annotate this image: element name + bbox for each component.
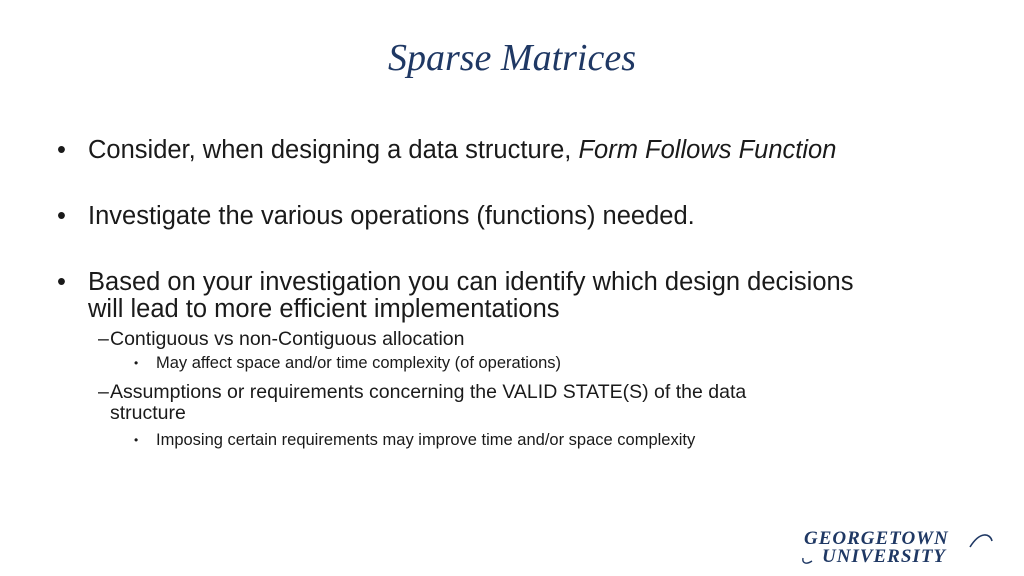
bullet-text: Consider, when designing a data structure, Form Follows Function: [88, 136, 837, 164]
subbullet-line-2: structure: [110, 402, 186, 424]
bullet-dot: •: [57, 202, 66, 230]
georgetown-university-logo: [800, 527, 996, 567]
bullet-dot: •: [57, 268, 66, 296]
bullet-text: [88, 269, 968, 323]
subsubbullet-dot: •: [134, 356, 139, 370]
subsubbullet-text: Imposing certain requirements may improve time and/or space complexity: [156, 431, 696, 449]
logo-flourish-icon: [803, 558, 812, 563]
bullet-line-2: will lead to more efficient implementations: [88, 295, 560, 323]
subsubbullet-dot: •: [134, 433, 139, 447]
emphasis-text: Form Follows Function: [578, 136, 837, 164]
bullet-dot: •: [57, 136, 66, 164]
logo-line-1: GEORGETOWN: [804, 528, 949, 549]
logo-flourish-icon: [970, 535, 992, 547]
subbullet-dash: –: [98, 381, 109, 403]
subbullet-text: Contiguous vs non-Contiguous allocation: [110, 328, 465, 350]
bullet-text: Investigate the various operations (functions) needed.: [88, 202, 695, 230]
slide-title: Sparse Matrices: [387, 37, 637, 79]
subsubbullet-text: May affect space and/or time complexity (of operations): [156, 354, 562, 372]
subbullet-text: [110, 382, 910, 424]
subbullet-line-1: Assumptions or requirements concerning the VALID STATE(S) of the data: [110, 381, 747, 403]
subbullet-dash: –: [98, 328, 109, 350]
logo-line-2: UNIVERSITY: [822, 546, 947, 567]
bullet-line-1: Based on your investigation you can identify which design decisions: [88, 268, 854, 296]
